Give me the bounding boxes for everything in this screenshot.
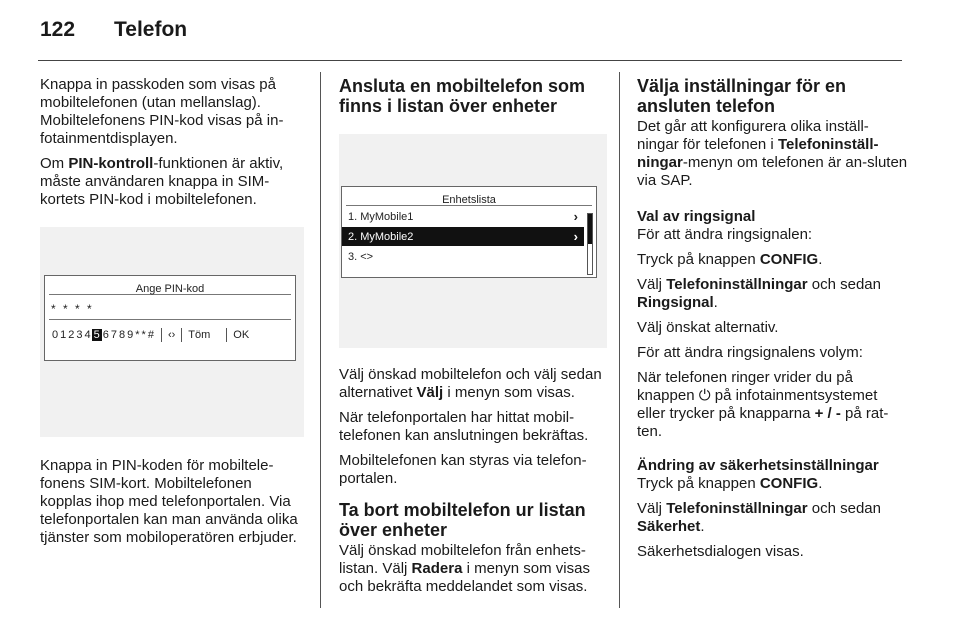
subsection-heading: Val av ringsignal [637,208,756,225]
paragraph: Knappa in passkoden som visas på mobiltelefonen (utan mellanslag). Mobiltelefonens PIN-kod visas på in-fotainmentdisplayen. [40,76,284,147]
paragraph: När telefonen ringer vrider du på knappen ⏻ på infotainmentsystemet eller trycker på knapparna + / - på rat-ten. [637,369,889,440]
pin-entry-screen-figure [40,227,304,437]
keypad-digit: * [135,329,140,341]
column-left [40,76,304,554]
paragraph: För att ändra ringsignalens volym: [637,344,863,361]
digit-list [51,326,155,344]
section-heading: Ansluta en mobiltelefon som finns i listan över enheter [339,76,586,116]
paragraph: Välj Telefoninställningar och sedan Säkerhet. [637,500,881,535]
keypad-digit: 1 [60,329,67,341]
paragraph: Välj önskat alternativ. [637,319,779,336]
paragraph: Om PIN-kontroll-funktionen är aktiv, måste användaren knappa in SIM-kortets PIN-kod i mobiltelefonen. [40,155,284,208]
list-item: 3. <> [348,250,374,263]
list-item: 2. MyMobile2 › [342,227,584,246]
pin-entry-display [44,275,296,361]
paragraph: När telefonportalen har hittat mobil-telefonen kan anslutningen bekräftas. [339,409,589,444]
ok-option: OK [233,329,250,341]
section-heading: Välja inställningar för en ansluten telefon [637,76,847,116]
paragraph: Det går att konfigurera olika inställ-ningar för telefonen i Telefoninställ-ningar-menyn om telefonen är an-sluten via SAP. [637,118,908,189]
list-scrollbar [587,213,593,275]
page-title: Telefon [114,18,188,41]
pin-entered-value: * * * * [51,302,94,316]
section-heading: Ta bort mobiltelefon ur listan över enheter [339,500,586,540]
list-item: 1. MyMobile1 › [348,208,578,224]
column-divider [619,72,620,608]
keypad-digit: 7 [110,329,117,341]
keypad-digit: # [147,329,154,341]
keypad-digit: 2 [68,329,75,341]
paragraph: Välj önskad mobiltelefon och välj sedan alternativet Välj i menyn som visas. [339,366,602,401]
keypad-digit: 9 [127,329,134,341]
chevron-right-icon: › [573,228,578,244]
chevron-right-icon: › [573,208,578,224]
keypad-digit: 5 [93,329,100,341]
keypad-digit: 8 [119,329,126,341]
paragraph: För att ändra ringsignalen: [637,226,813,243]
power-knob-icon: ⏻ [698,387,711,404]
column-right [637,76,909,568]
keypad-digit: * [141,329,146,341]
keypad-digit: 3 [76,329,83,341]
paragraph: Mobiltelefonen kan styras via telefon-portalen. [339,452,587,487]
paragraph: Välj Telefoninställningar och sedan Ringsignal. [637,276,881,311]
pin-keypad-row [45,320,295,350]
device-list [342,207,596,266]
column-divider [320,72,321,608]
display-title: Ange PIN-kod [135,283,205,295]
device-list-screen-figure [339,134,607,348]
backspace-icon: ‹› [167,329,176,341]
keypad-digit: 4 [84,329,91,341]
paragraph: Tryck på knappen CONFIG. [637,475,823,492]
keypad-digit: 6 [102,329,109,341]
page-header [40,18,187,48]
delete-option: Töm [188,329,211,341]
header-divider [38,60,902,61]
keypad-digit: 0 [52,329,59,341]
device-list-display [341,186,597,278]
paragraph: Tryck på knappen CONFIG. [637,251,823,268]
column-middle [339,76,607,603]
subsection-heading: Ändring av säkerhetsinställningar [637,457,879,474]
page-number: 122 [40,18,76,41]
display-title: Enhetslista [442,194,496,206]
paragraph: Välj önskad mobiltelefon från enhets-listan. Välj Radera i menyn som visas och bekräfta meddelandet som visas. [339,542,590,595]
paragraph: Säkerhetsdialogen visas. [637,543,804,560]
paragraph: Knappa in PIN-koden för mobiltele-fonens SIM-kort. Mobiltelefonen kopplas ihop med telefonportalen. Via telefonportalen kan man använda olika tjänster som mobiloperatören erbjuder. [40,457,298,546]
